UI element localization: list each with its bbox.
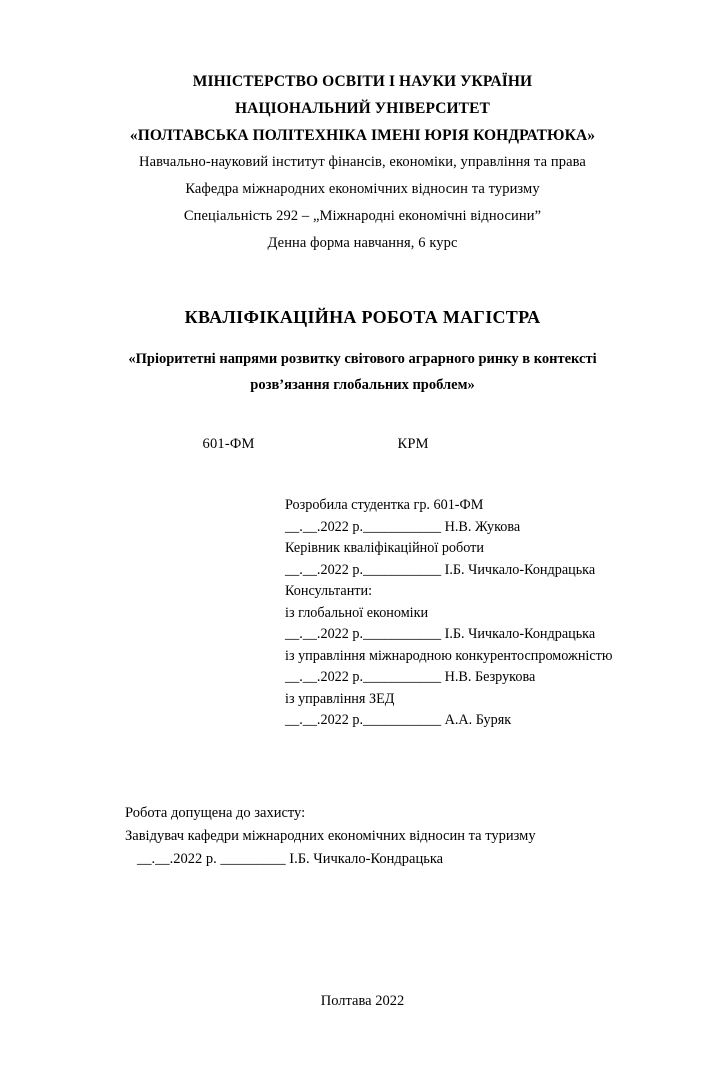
theme-line-2: розв’язання глобальних проблем»	[250, 377, 475, 393]
institute-line: Навчально-науковий інститут фінансів, економіки, управління та права	[139, 154, 586, 170]
signature-line: __.__.2022 р.___________ І.Б. Чичкало-Кондрацька	[285, 626, 596, 642]
work-type-title: КВАЛІФІКАЦІЙНА РОБОТА МАГІСТРА	[184, 307, 541, 327]
signature-line: Керівник кваліфікаційної роботи	[285, 540, 484, 556]
university-line-1: НАЦІОНАЛЬНИЙ УНІВЕРСИТЕТ	[235, 100, 490, 117]
signature-line: __.__.2022 р.___________ Н.В. Жукова	[285, 518, 521, 535]
signature-line: __.__.2022 р.___________ І.Б. Чичкало-Кондрацька	[285, 561, 596, 578]
group-code: 601-ФМ	[202, 436, 255, 452]
codes-row	[0, 436, 725, 453]
signature-line: із управління міжнародною конкурентоспроможністю	[285, 647, 613, 664]
signatures-block	[0, 495, 725, 732]
signature-line: із управління ЗЕД	[285, 690, 395, 707]
department-line: Кафедра міжнародних економічних відносин та туризму	[185, 181, 540, 197]
approval-line-3: __.__.2022 р. _________ І.Б. Чичкало-Кондрацька	[137, 850, 444, 867]
signature-line: __.__.2022 р.___________ А.А. Буряк	[285, 712, 512, 728]
signature-line: Консультанти:	[285, 583, 373, 599]
study-form-line: Денна форма навчання, 6 курс	[267, 235, 458, 251]
theme-title	[0, 346, 725, 398]
approval-line-2: Завідувач кафедри міжнародних економічних відносин та туризму	[125, 827, 536, 844]
ministry-line: МІНІСТЕРСТВО ОСВІТИ І НАУКИ УКРАЇНИ	[192, 73, 533, 90]
specialty-line: Спеціальність 292 – „Міжнародні економічні відносини”	[183, 208, 542, 224]
document-title-block	[0, 307, 725, 398]
signature-line: із глобальної економіки	[285, 604, 429, 621]
signature-line: __.__.2022 р.___________ Н.В. Безрукова	[285, 669, 536, 685]
document-header	[0, 68, 725, 257]
work-code: КРМ	[397, 436, 429, 452]
document-page	[0, 68, 725, 1092]
approval-block	[0, 802, 725, 871]
approval-line-1: Робота допущена до захисту:	[125, 804, 306, 821]
theme-line-1: «Пріоритетні напрями розвитку світового аграрного ринку в контексті	[128, 351, 597, 367]
university-line-2: «ПОЛТАВСЬКА ПОЛІТЕХНІКА ІМЕНІ ЮРІЯ КОНДРАТЮКА»	[129, 127, 596, 144]
signature-line: Розробила студентка гр. 601-ФМ	[285, 497, 484, 513]
city-year-footer: Полтава 2022	[320, 993, 405, 1009]
